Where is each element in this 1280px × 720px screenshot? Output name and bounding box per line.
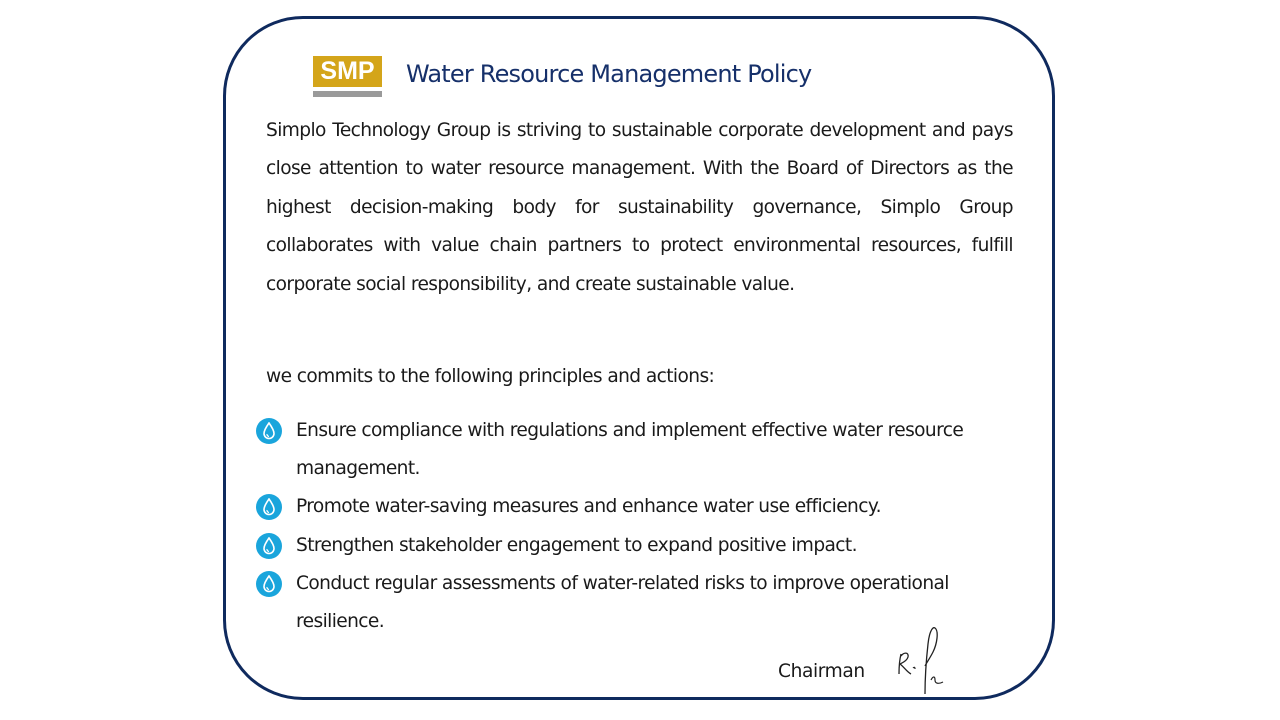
principles-intro: we commits to the following principles and actions:	[266, 366, 715, 387]
smp-logo	[313, 56, 382, 98]
bullet-text: Ensure compliance with regulations and implement effective water resource management.	[296, 420, 964, 480]
list-item	[256, 527, 976, 565]
logo-bar	[313, 91, 382, 97]
bullet-text: Conduct regular assessments of water-related risks to improve operational resilience.	[296, 572, 949, 633]
principles-list	[256, 412, 976, 641]
policy-paragraph: Simplo Technology Group is striving to sustainable corporate development and pays close attention to water resource management. With the Board of Directors as the highest decision-making body for sustainability governance, Simplo Group collaborates with value chain partners to protect environmental resources, fulfill corporate social responsibility, and create sustainable value.	[266, 120, 1013, 295]
list-item	[256, 412, 976, 488]
page-title: Water Resource Management Policy	[406, 60, 812, 88]
bullet-text: Strengthen stakeholder engagement to expand positive impact.	[296, 534, 857, 556]
bullet-text: Promote water-saving measures and enhance water use efficiency.	[296, 496, 881, 518]
list-item	[256, 488, 976, 526]
chairman-signature	[895, 622, 955, 698]
water-drop-icon	[256, 571, 282, 597]
list-item	[256, 565, 976, 641]
chairman-label: Chairman	[778, 661, 865, 682]
water-drop-icon	[256, 418, 282, 444]
water-drop-icon	[256, 533, 282, 559]
logo-text: SMP	[313, 56, 382, 87]
water-drop-icon	[256, 494, 282, 520]
